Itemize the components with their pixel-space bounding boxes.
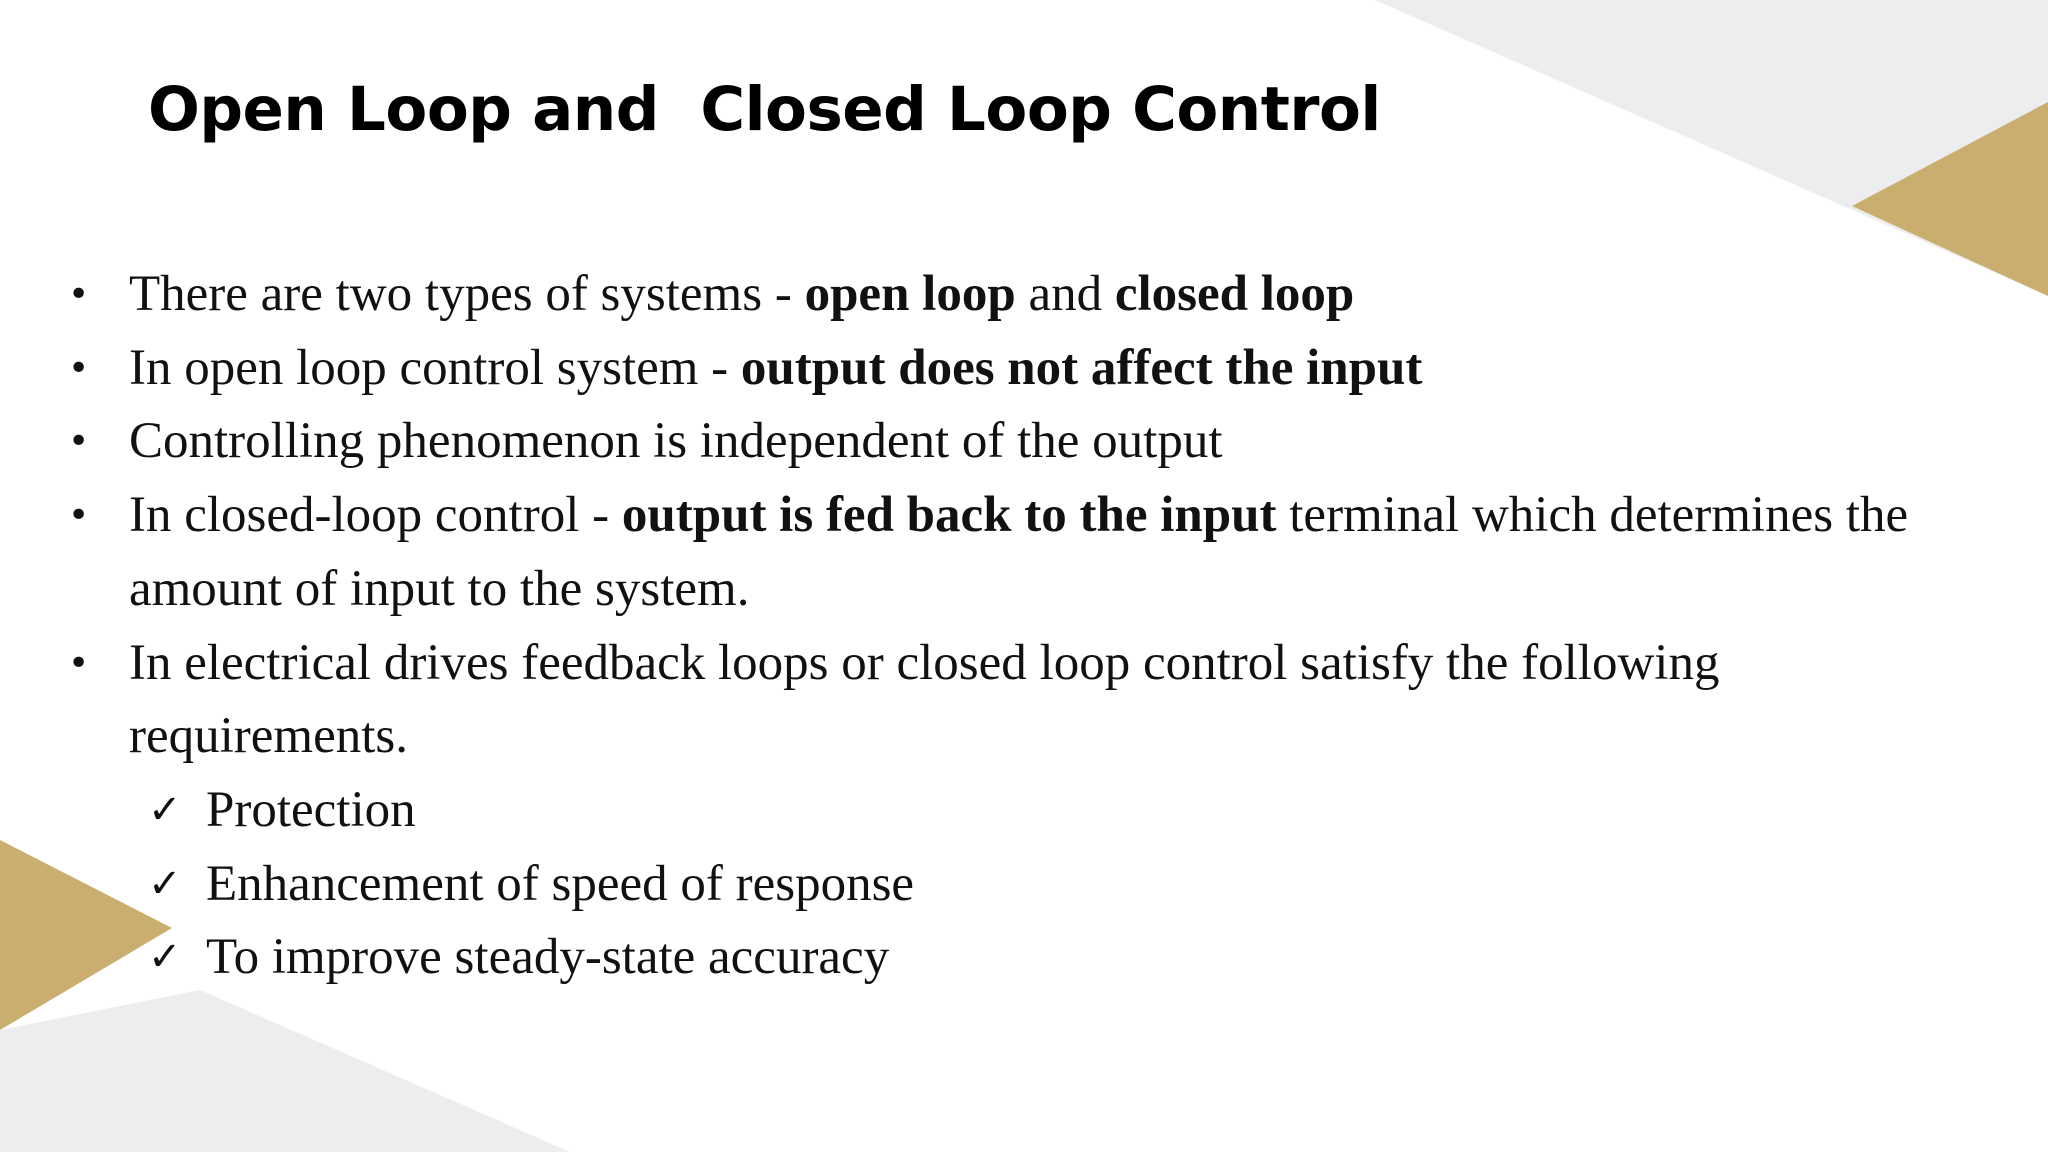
requirement-text: Protection [206, 781, 416, 838]
bullet-item [0, 627, 2048, 774]
requirements-list [0, 774, 2048, 995]
bullet-text: There are two types of systems - [129, 266, 805, 322]
bullet-item [0, 479, 2048, 626]
bullet-dot-icon: • [68, 421, 90, 463]
bullet-emphasis: output does not affect the input [740, 339, 1423, 396]
bullet-item [0, 405, 2048, 479]
bullet-text: In closed-loop control - [129, 487, 622, 544]
check-mark-icon: ✓ [148, 860, 182, 907]
bullet-text: In electrical drives feedback loops or closed loop control satisfy the following requirements. [129, 634, 1720, 765]
requirement-text: Enhancement of speed of response [206, 855, 915, 912]
bullet-list [0, 258, 2048, 995]
bullet-text: terminal which determines the amount of input to the system. [129, 487, 1909, 617]
bullet-text: Controlling phenomenon is independent of the output [129, 413, 1223, 470]
bullet-dot-icon: • [68, 642, 90, 684]
bullet-emphasis: closed loop [1114, 266, 1355, 322]
requirement-text: To improve steady-state accuracy [206, 929, 890, 986]
bullet-item [0, 258, 2048, 332]
requirement-item [0, 848, 2048, 922]
top-right-gray-shape [1375, 0, 2048, 296]
check-mark-icon: ✓ [148, 786, 182, 833]
requirement-item [0, 774, 2048, 848]
bullet-emphasis: open loop [804, 266, 1016, 322]
bullet-text: and [1015, 266, 1115, 322]
bullet-text: In open loop control system - [129, 339, 741, 396]
bottom-left-gray-shape [0, 990, 570, 1152]
bullet-emphasis: output is fed back to the input [621, 487, 1277, 544]
bullet-item [0, 332, 2048, 406]
slide-title: Open Loop and Closed Loop Control [148, 74, 1381, 145]
requirements-group [0, 774, 2048, 995]
bullet-dot-icon: • [68, 347, 90, 389]
requirement-item [0, 921, 2048, 995]
check-mark-icon: ✓ [148, 934, 182, 981]
bullet-dot-icon: • [68, 495, 90, 537]
bullet-dot-icon: • [68, 274, 90, 315]
